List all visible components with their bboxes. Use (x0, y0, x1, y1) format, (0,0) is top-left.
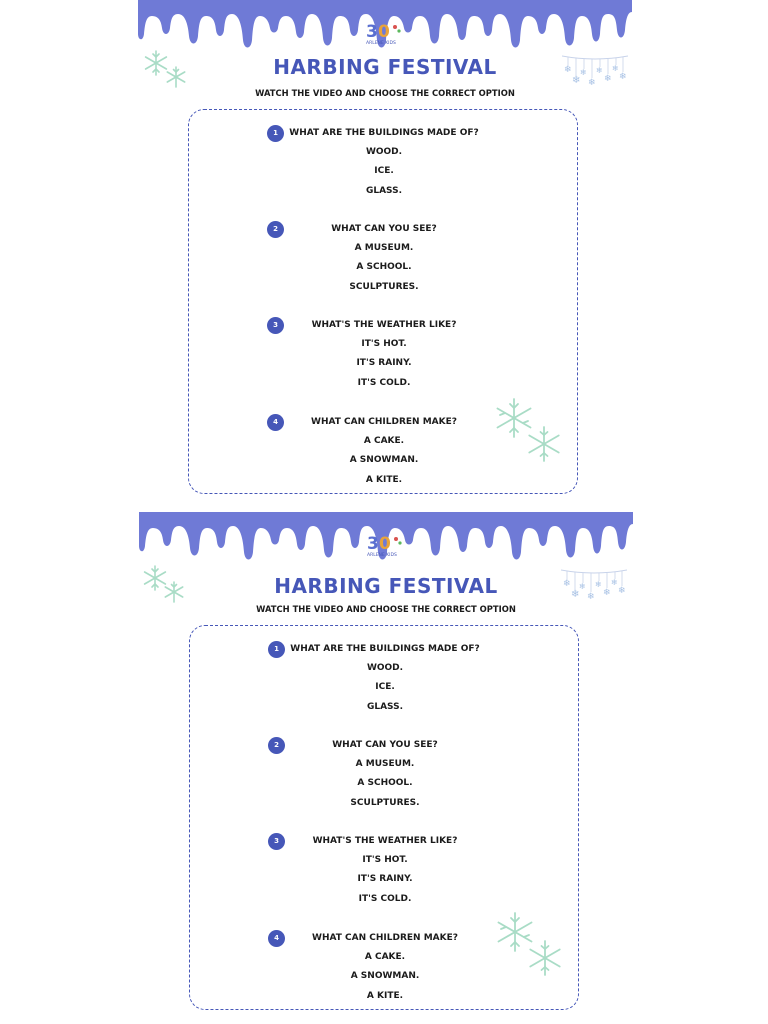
question-1 (190, 626, 580, 712)
question-3 (190, 818, 580, 904)
answer-options (190, 663, 580, 721)
answer-options (189, 147, 579, 205)
question-text: WHAT'S THE WEATHER LIKE? (312, 836, 458, 846)
question-number-badge: 3 (267, 317, 284, 334)
answer-option[interactable]: A KITE. (365, 474, 403, 485)
answer-option[interactable]: A SNOWMAN. (350, 971, 420, 982)
svg-text:❄: ❄ (580, 68, 587, 77)
answer-options (190, 855, 580, 913)
answer-option[interactable]: A CAKE. (364, 952, 406, 962)
answer-option[interactable]: IT'S COLD. (357, 377, 411, 388)
question-number-badge: 3 (268, 833, 285, 850)
svg-text:3: 3 (367, 534, 379, 554)
answer-options (189, 243, 579, 301)
question-number-badge: 4 (268, 930, 285, 947)
answer-option[interactable]: WOOD. (365, 147, 403, 157)
answer-option[interactable]: SCULPTURES. (350, 797, 420, 808)
svg-text:❄: ❄ (572, 75, 581, 86)
snowflake-pair-icon (490, 396, 566, 466)
answer-option[interactable]: A MUSEUM. (355, 759, 415, 769)
svg-text:❄: ❄ (588, 78, 596, 88)
svg-text:❄: ❄ (595, 580, 602, 589)
answer-option[interactable]: ICE. (374, 166, 394, 177)
question-number-badge: 4 (267, 414, 284, 431)
svg-text:❄: ❄ (596, 66, 603, 75)
answer-option[interactable]: IT'S RAINY. (357, 874, 413, 885)
answer-option[interactable]: GLASS. (365, 185, 403, 196)
answer-option[interactable]: A SCHOOL. (357, 778, 413, 789)
answer-option[interactable]: IT'S HOT. (361, 339, 407, 349)
answer-option[interactable]: SCULPTURES. (349, 281, 419, 292)
question-number-badge: 2 (268, 737, 285, 754)
question-text: WHAT CAN CHILDREN MAKE? (311, 417, 457, 427)
svg-text:❄: ❄ (612, 64, 619, 73)
answer-option[interactable]: A CAKE. (363, 436, 405, 446)
question-3 (189, 302, 579, 388)
answer-option[interactable]: A MUSEUM. (354, 243, 414, 253)
answer-option[interactable]: WOOD. (366, 663, 404, 673)
question-text: WHAT ARE THE BUILDINGS MADE OF? (289, 128, 479, 138)
worksheet-instructions: WATCH THE VIDEO AND CHOOSE THE CORRECT OPTION (256, 604, 516, 614)
question-text: WHAT CAN YOU SEE? (332, 740, 438, 750)
svg-text:0: 0 (379, 534, 391, 554)
answer-option[interactable]: ICE. (375, 682, 395, 693)
question-text: WHAT CAN CHILDREN MAKE? (312, 933, 458, 943)
question-number-badge: 1 (267, 125, 284, 142)
answer-option[interactable]: IT'S COLD. (358, 893, 412, 904)
answer-options (190, 759, 580, 817)
logo-icon (364, 20, 404, 46)
answer-option[interactable]: GLASS. (366, 701, 404, 712)
svg-text:❄: ❄ (563, 579, 571, 589)
answer-option[interactable]: IT'S RAINY. (356, 358, 412, 369)
svg-text:ARLENE KIDS: ARLENE KIDS (367, 553, 397, 558)
worksheet-instructions: WATCH THE VIDEO AND CHOOSE THE CORRECT OPTION (255, 88, 515, 98)
answer-options (189, 339, 579, 397)
answer-option[interactable]: A KITE. (366, 990, 404, 1001)
worksheet-sheet-2 (139, 512, 633, 1012)
svg-text:❄: ❄ (571, 589, 580, 600)
question-text: WHAT CAN YOU SEE? (331, 224, 437, 234)
svg-text:❄: ❄ (611, 578, 618, 587)
svg-text:0: 0 (378, 22, 390, 42)
question-2 (190, 722, 580, 808)
worksheet-title: HARBING FESTIVAL (274, 574, 498, 598)
question-number-badge: 1 (268, 641, 285, 658)
svg-text:❄: ❄ (619, 72, 627, 82)
logo-icon (365, 532, 405, 558)
svg-text:❄: ❄ (564, 65, 572, 75)
question-text: WHAT'S THE WEATHER LIKE? (311, 320, 457, 330)
question-2 (189, 206, 579, 292)
svg-text:❄: ❄ (618, 586, 626, 596)
svg-text:❄: ❄ (579, 582, 586, 591)
question-text: WHAT ARE THE BUILDINGS MADE OF? (290, 644, 480, 654)
svg-text:❄: ❄ (603, 588, 611, 598)
svg-text:ARLENE KIDS: ARLENE KIDS (366, 41, 396, 46)
question-1 (189, 110, 579, 196)
snowflake-pair-icon (491, 910, 567, 980)
worksheet-title: HARBING FESTIVAL (273, 55, 497, 79)
svg-text:3: 3 (366, 22, 378, 42)
answer-option[interactable]: A SCHOOL. (356, 262, 412, 273)
question-number-badge: 2 (267, 221, 284, 238)
answer-option[interactable]: IT'S HOT. (362, 855, 408, 865)
answer-option[interactable]: A SNOWMAN. (349, 455, 419, 466)
svg-text:❄: ❄ (604, 74, 612, 84)
svg-text:❄: ❄ (587, 592, 595, 602)
worksheet-sheet-1 (138, 0, 632, 500)
